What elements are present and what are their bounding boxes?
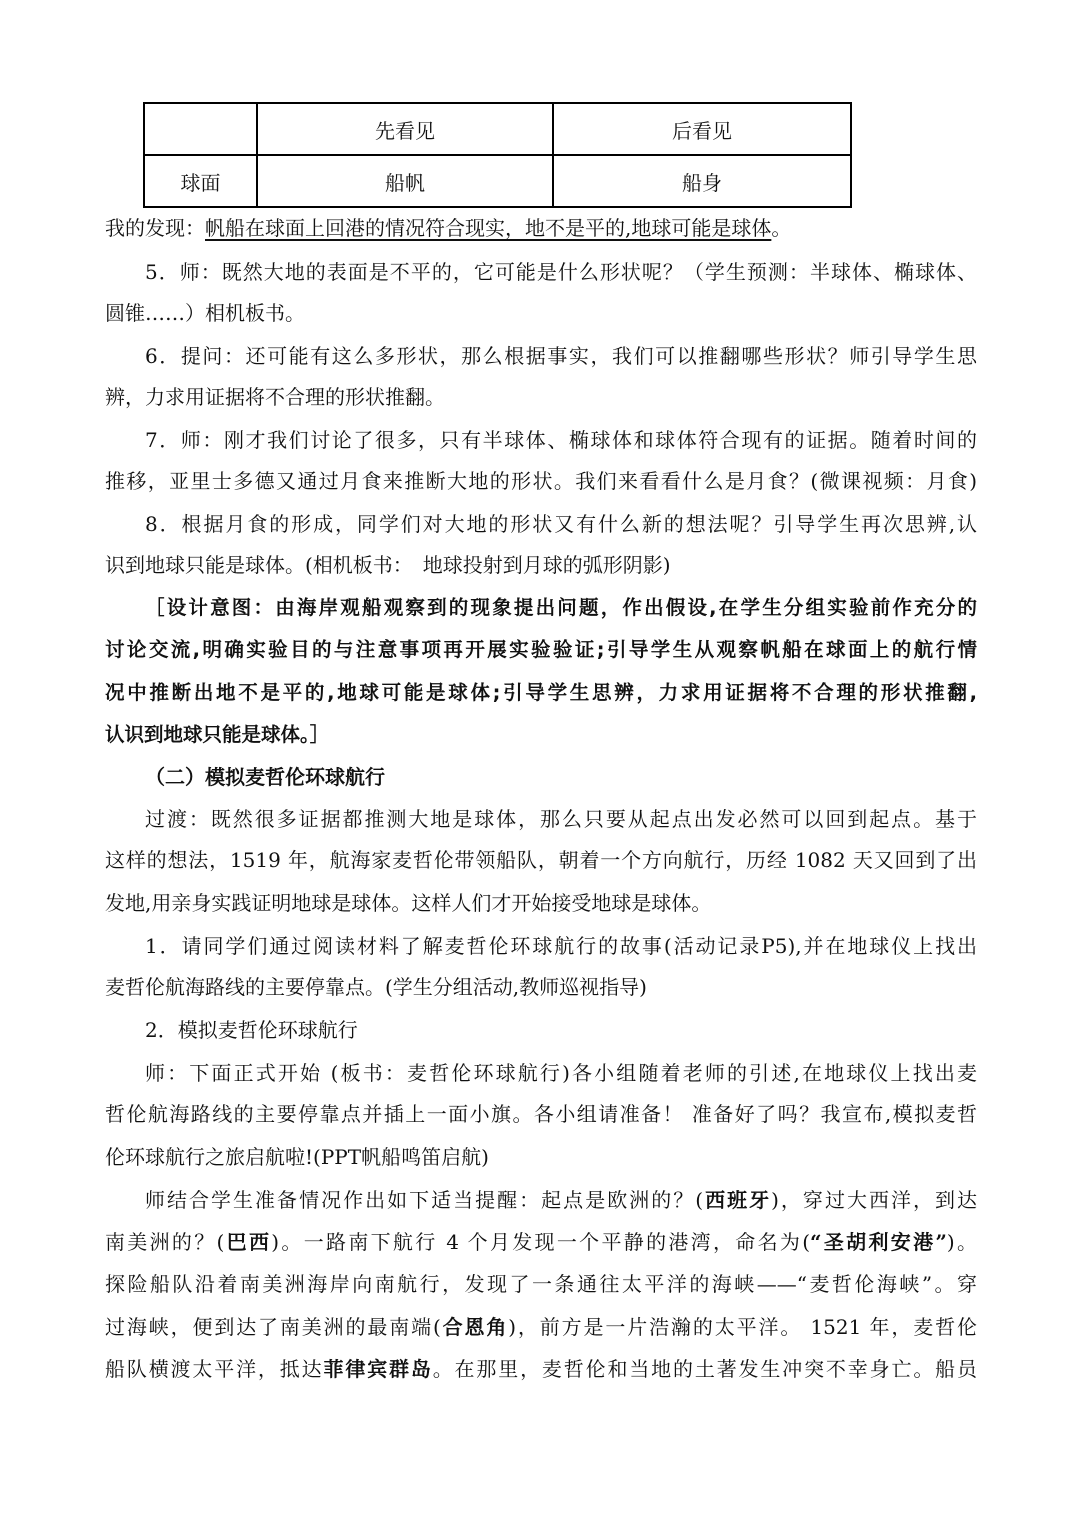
teacher-line: 哲伦航海路线的主要停靠点并插上一面小旗。各小组请准备！ 准备好了吗？我宣布,模拟麦哲 <box>105 1102 977 1126</box>
answer-philippines: 菲律宾群岛 <box>323 1357 433 1381</box>
transition-line: 发地,用亲身实践证明地球是球体。这样人们才开始接受地球是球体。 <box>105 891 712 915</box>
table-cell: 船帆 <box>257 155 553 207</box>
route-line <box>145 1184 977 1216</box>
route-text: )，前方是一片浩瀚的太平洋。 1521 年，麦哲伦 <box>508 1315 977 1339</box>
design-intent-line: 认识到地球只能是球体。］ <box>105 723 330 746</box>
discovery-line <box>105 212 977 244</box>
route-text: 师结合学生准备情况作出如下适当提醒：起点是欧洲的？( <box>145 1188 704 1212</box>
teacher-line: 伦环球航行之旅启航啦!(PPT帆船鸣笛启航) <box>105 1145 489 1169</box>
design-intent-line: 况中推断出地不是平的,地球可能是球体;引导学生思辨，力求用证据将不合理的形状推翻, <box>105 681 977 704</box>
route-text: )，穿过大西洋，到达 <box>771 1188 978 1212</box>
paragraph-line: 7．师：刚才我们讨论了很多，只有半球体、椭球体和球体符合现有的证据。随着时间的 <box>145 428 977 452</box>
answer-cape: 合恩角 <box>440 1315 509 1339</box>
paragraph-line: 8．根据月食的形成，同学们对大地的形状又有什么新的想法呢？引导学生再次思辨,认 <box>145 512 977 536</box>
answer-brazil: 巴西 <box>224 1230 272 1254</box>
route-line <box>105 1311 977 1343</box>
transition-line: 这样的想法，1519 年，航海家麦哲伦带领船队，朝着一个方向航行，历经 1082 天又回到了出 <box>105 848 977 872</box>
paragraph-line: 识到地球只能是球体。(相机板书： 地球投射到月球的弧形阴影) <box>105 553 671 577</box>
transition-line: 过渡：既然很多证据都推测大地是球体，那么只要从起点出发必然可以回到起点。基于 <box>145 807 977 831</box>
paragraph-line: 辨，力求用证据将不合理的形状推翻。 <box>105 385 445 409</box>
table-cell: 后看见 <box>553 103 851 155</box>
teacher-line: 师：下面正式开始 (板书：麦哲伦环球航行)各小组随着老师的引述,在地球仪上找出麦 <box>145 1061 977 1085</box>
route-text: 过海峡，便到达了南美洲的最南端( <box>105 1315 441 1339</box>
step-line: 麦哲伦航海路线的主要停靠点。(学生分组活动,教师巡视指导) <box>105 975 647 999</box>
route-text: 。在那里，麦哲伦和当地的土著发生冲突不幸身亡。船员 <box>432 1357 978 1381</box>
answer-port: “圣胡利安港” <box>810 1230 947 1254</box>
paragraph-line: 6．提问：还可能有这么多形状，那么根据事实，我们可以推翻哪些形状？师引导学生思 <box>145 344 977 368</box>
table-cell <box>144 103 257 155</box>
discovery-text: 帆船在球面上回港的情况符合现实，地不是平的,地球可能是球体 <box>205 216 772 240</box>
route-text: 船队横渡太平洋，抵达 <box>105 1357 324 1381</box>
table-cell: 先看见 <box>257 103 553 155</box>
route-text: 南美洲的？( <box>105 1230 225 1254</box>
route-line <box>105 1226 977 1258</box>
discovery-end: 。 <box>771 216 792 240</box>
section-heading: （二）模拟麦哲伦环球航行 <box>145 765 385 789</box>
table-cell: 球面 <box>144 155 257 207</box>
paragraph-line: 5．师：既然大地的表面是不平的，它可能是什么形状呢？（学生预测：半球体、椭球体、 <box>145 260 977 284</box>
route-line: 探险船队沿着南美洲海岸向南航行，发现了一条通往太平洋的海峡——“麦哲伦海峡”。穿 <box>105 1272 977 1296</box>
answer-spain: 西班牙 <box>703 1188 772 1212</box>
design-intent-line: ［设计意图：由海岸观船观察到的现象提出问题，作出假设,在学生分组实验前作充分的 <box>145 596 977 619</box>
paragraph-line: 圆锥……）相机板书。 <box>105 301 305 325</box>
route-text: )。 <box>946 1230 978 1254</box>
table-header-row <box>144 103 851 155</box>
route-line <box>105 1353 977 1385</box>
route-text: )。一路南下航行 4 个月发现一个平静的港湾，命名为( <box>271 1230 811 1254</box>
observation-table <box>143 102 852 208</box>
discovery-label: 我的发现： <box>105 216 205 240</box>
table-cell: 船身 <box>553 155 851 207</box>
step-line: 2．模拟麦哲伦环球航行 <box>145 1018 358 1042</box>
design-intent-line: 讨论交流,明确实验目的与注意事项再开展实验验证;引导学生从观察帆船在球面上的航行情 <box>105 638 977 661</box>
paragraph-line: 推移，亚里士多德又通过月食来推断大地的形状。我们来看看什么是月食？(微课视频：月食) <box>105 469 977 493</box>
step-line: 1．请同学们通过阅读材料了解麦哲伦环球航行的故事(活动记录P5),并在地球仪上找出 <box>145 934 977 958</box>
table-row <box>144 155 851 207</box>
